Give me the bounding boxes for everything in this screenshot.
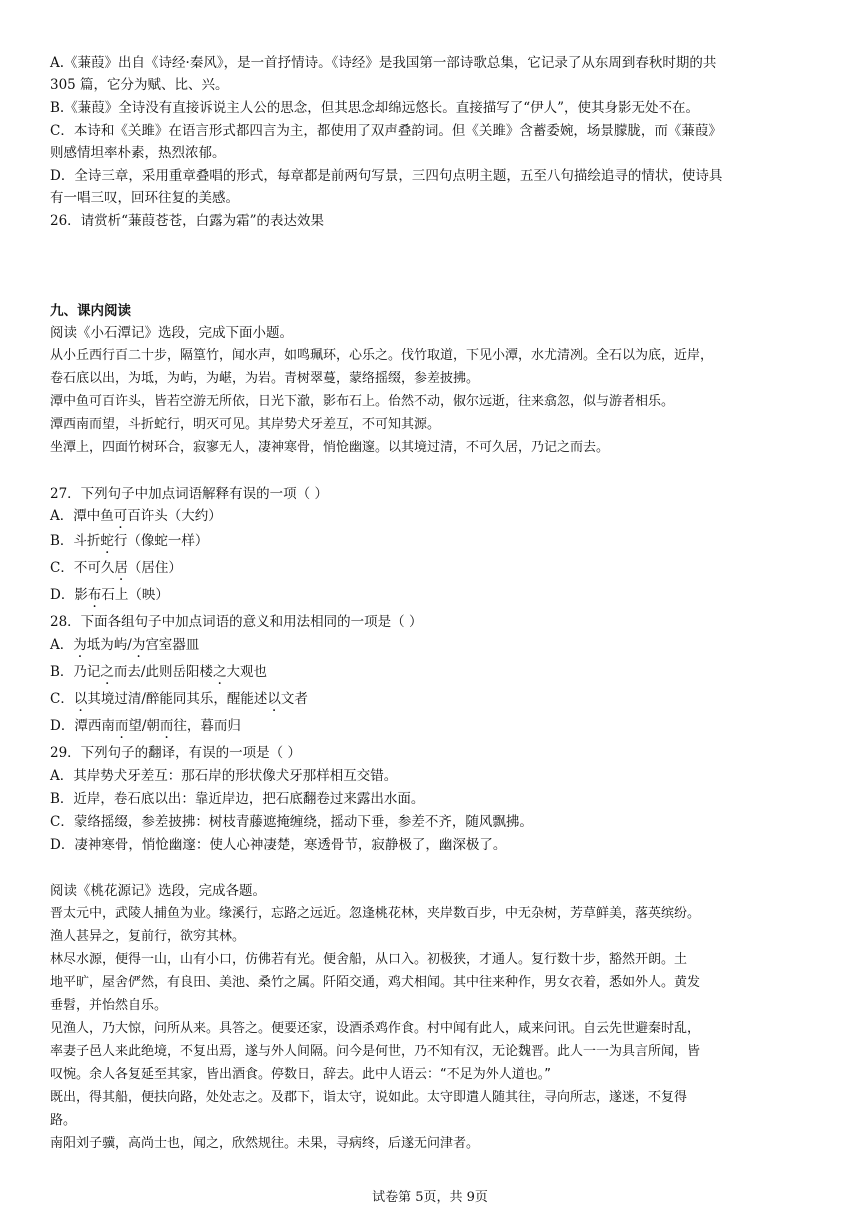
peach-passage-line: 垂髫，并怡然自乐。 bbox=[50, 998, 168, 1013]
peach-passage-line: 林尽水源，便得一山，山有小口，仿佛若有光。便舍船，从口入。初极狭，才通人。复行数十步，豁然开朗。土 bbox=[50, 952, 688, 967]
passage-line: 从小丘西行百二十步，隔篁竹，闻水声，如鸣珮环，心乐之。伐竹取道，下见小潭，水尤清冽。全石以为底，近岸， bbox=[50, 348, 714, 363]
peach-passage-line: 地平旷，屋舍俨然，有良田、美池、桑竹之属。阡陌交通，鸡犬相闻。其中往来种作，男女衣着，悉如外人。黄发 bbox=[50, 975, 701, 990]
option-25-d-line1: D．全诗三章，采用重章叠唱的形式，每章都是前两句写景，三四句点明主题，五至八句描绘追寻的情状，使诗具 bbox=[50, 168, 723, 184]
question-28-stem: 28．下面各组句子中加点词语的意义和用法相同的一项是（ ） bbox=[50, 614, 423, 630]
passage-line: 潭中鱼可百许头，皆若空游无所依，日光下澈，影布石上。佁然不动，俶尔远逝，往来翕忽，似与游者相乐。 bbox=[50, 394, 675, 409]
question-29-option-b: B．近岸，卷石底以出：靠近岸边，把石底翻卷过来露出水面。 bbox=[50, 791, 425, 807]
peach-passage-line: 见渔人，乃大惊，问所从来。具答之。便要还家，设酒杀鸡作食。村中闻有此人，咸来问讯。自云先世避秦时乱， bbox=[50, 1021, 701, 1036]
peach-passage-line: 率妻子邑人来此绝境，不复出焉，遂与外人间隔。问今是何世，乃不知有汉，无论魏晋。此人一一为具言所闻，皆 bbox=[50, 1044, 701, 1059]
question-26: 26．请赏析“蒹葭苍苍，白露为霜”的表达效果 bbox=[50, 213, 324, 229]
option-25-b: B.《蒹葭》全诗没有直接诉说主人公的思念，但其思念却绵远悠长。直接描写了“伊人”，使其身影无处不在。 bbox=[50, 100, 700, 116]
question-28-option-b: B．乃记之而去/此则岳阳楼之大观也 bbox=[50, 664, 267, 680]
question-29-stem: 29．下列句子的翻译，有误的一项是（ ） bbox=[50, 745, 301, 761]
question-29-option-c: C．蒙络摇缀，参差披拂：树枝青藤遮掩缠绕，摇动下垂，参差不齐，随风飘拂。 bbox=[50, 814, 533, 830]
option-25-a-line1: A.《蒹葭》出自《诗经·秦风》，是一首抒情诗。《诗经》是我国第一部诗歌总集，它记录了从东周到春秋时期的共 bbox=[50, 55, 717, 71]
passage-line: 坐潭上，四面竹树环合，寂寥无人，凄神寒骨，悄怆幽邃。以其境过清，不可久居，乃记之而去。 bbox=[50, 440, 610, 455]
question-29-option-a: A．其岸势犬牙差互：那石岸的形状像犬牙那样相互交错。 bbox=[50, 768, 398, 784]
question-27-option-a: A．潭中鱼可百许头（大约） bbox=[50, 508, 222, 524]
peach-passage-line: 晋太元中，武陵人捕鱼为业。缘溪行，忘路之远近。忽逢桃花林，夹岸数百步，中无杂树，芳草鲜美，落英缤纷。 bbox=[50, 906, 701, 921]
peach-passage-line: 南阳刘子骥，高尚士也，闻之，欣然规往。未果，寻病终，后遂无问津者。 bbox=[50, 1136, 480, 1151]
peach-blossom-intro: 阅读《桃花源记》选段，完成各题。 bbox=[50, 883, 266, 899]
page-footer: 试卷第 5页，共 9页 bbox=[372, 1190, 488, 1205]
question-27-option-c: C．不可久居（居住） bbox=[50, 560, 182, 576]
option-25-c-line2: 则感情坦率朴素，热烈浓郁。 bbox=[50, 145, 226, 161]
peach-passage-line: 路。 bbox=[50, 1113, 77, 1128]
question-29-option-d: D．凄神寒骨，悄怆幽邃：使人心神凄楚，寒透骨节，寂静极了，幽深极了。 bbox=[50, 837, 507, 853]
peach-passage-line: 既出，得其船，便扶向路，处处志之。及郡下，诣太守，说如此。太守即遣人随其往，寻向所志，遂迷，不复得 bbox=[50, 1090, 688, 1105]
question-28-option-c: C．以其境过清/醉能同其乐，醒能述以文者 bbox=[50, 691, 308, 707]
question-28-option-a: A．为坻为屿/为宫室器皿 bbox=[50, 637, 200, 653]
peach-passage-line: 叹惋。余人各复延至其家，皆出酒食。停数日，辞去。此中人语云：“不足为外人道也。” bbox=[50, 1067, 551, 1082]
option-25-d-line2: 有一唱三叹，回环往复的美感。 bbox=[50, 190, 239, 206]
section-9-intro: 阅读《小石潭记》选段，完成下面小题。 bbox=[50, 325, 293, 341]
peach-passage-line: 渔人甚异之，复前行，欲穷其林。 bbox=[50, 929, 246, 944]
passage-line: 潭西南而望，斗折蛇行，明灭可见。其岸势犬牙差互，不可知其源。 bbox=[50, 417, 441, 432]
question-27-option-d: D．影布石上（映） bbox=[50, 587, 169, 603]
section-9-title: 九、课内阅读 bbox=[50, 303, 131, 319]
option-25-a-line2: 305 篇，它分为赋、比、兴。 bbox=[50, 77, 229, 93]
passage-line: 卷石底以出，为坻，为屿，为嵁，为岩。青树翠蔓，蒙络摇缀，参差披拂。 bbox=[50, 371, 480, 386]
question-27-option-b: B．斗折蛇行（像蛇一样） bbox=[50, 533, 209, 549]
option-25-c-line1: C．本诗和《关雎》在语言形式都四言为主，都使用了双声叠韵词。但《关雎》含蓄委婉，场景朦胧，而《蒹葭》 bbox=[50, 123, 722, 139]
question-27-stem: 27．下列句子中加点词语解释有误的一项（ ） bbox=[50, 486, 328, 502]
question-28-option-d: D．潭西南而望/朝而往，暮而归 bbox=[50, 718, 241, 734]
